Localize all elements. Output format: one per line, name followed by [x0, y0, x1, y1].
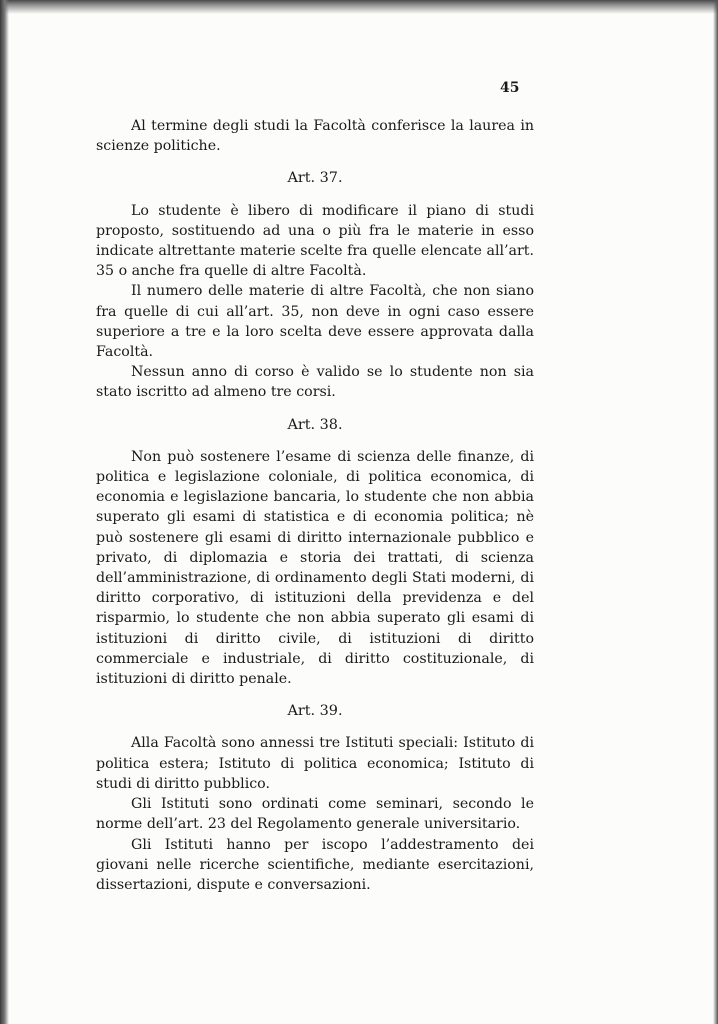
- article-37-heading: Art. 37.: [287, 170, 343, 187]
- intro-paragraph: Al termine degli studi la Facoltà conferisce la laurea in scienze politiche.: [96, 118, 534, 155]
- article-38-heading: Art. 38.: [287, 416, 343, 433]
- article-37-paragraph-2: Il numero delle materie di altre Facoltà, che non siano fra quelle di cui all’art. 35, non deve in ogni caso essere superiore a tre e la loro scelta deve essere approvata dalla Facoltà.: [96, 283, 534, 361]
- article-37-paragraph-1: Lo studente è libero di modificare il piano di studi proposto, sostituendo ad una o più fra le materie in esso indicate altrettante materie scelte fra quelle elencate all’art. 35 o anche fra quelle di altre Facoltà.: [96, 202, 534, 280]
- scan-right-edge: [713, 0, 718, 1024]
- body-text: [96, 116, 534, 895]
- article-37-paragraph-3: Nessun anno di corso è valido se lo studente non sia stato iscritto ad almeno tre corsi.: [96, 364, 534, 401]
- article-39-paragraph-3: Gli Istituti hanno per iscopo l’addestramento dei giovani nelle ricerche scientifiche, mediante esercitazioni, dissertazioni, dispute e conversazioni.: [96, 836, 534, 893]
- article-38-paragraph-1: Non può sostenere l’esame di scienza delle finanze, di politica e legislazione coloniale, di politica economica, di economia e legislazione bancaria, lo studente che non abbia superato gli esami di statistica e di economia politica; nè può sostenere gli esami di diritto internazionale pubblico e privato, di diplomazia e storia dei trattati, di scienza dell’amministrazione, di ordinamento degli Stati moderni, di diritto corporativo, di istituzioni della previdenza e del risparmio, lo studente che non abbia superato gli esami di istituzioni di diritto civile, di istituzioni di diritto commerciale e industriale, di diritto costituzionale, di istituzioni di diritto penale.: [96, 448, 534, 688]
- article-39-heading: Art. 39.: [287, 703, 343, 720]
- article-39-paragraph-2: Gli Istituti sono ordinati come seminari, secondo le norme dell’art. 23 del Regolamento generale universitario.: [96, 796, 534, 833]
- scan-binding-edge: [0, 0, 9, 1024]
- page-number: 45: [500, 80, 520, 96]
- scan-top-edge: [0, 0, 718, 14]
- article-39-paragraph-1: Alla Facoltà sono annessi tre Istituti speciali: Istituto di politica estera; Istituto di politica economica; Istituto di studi di diritto pubblico.: [96, 735, 534, 792]
